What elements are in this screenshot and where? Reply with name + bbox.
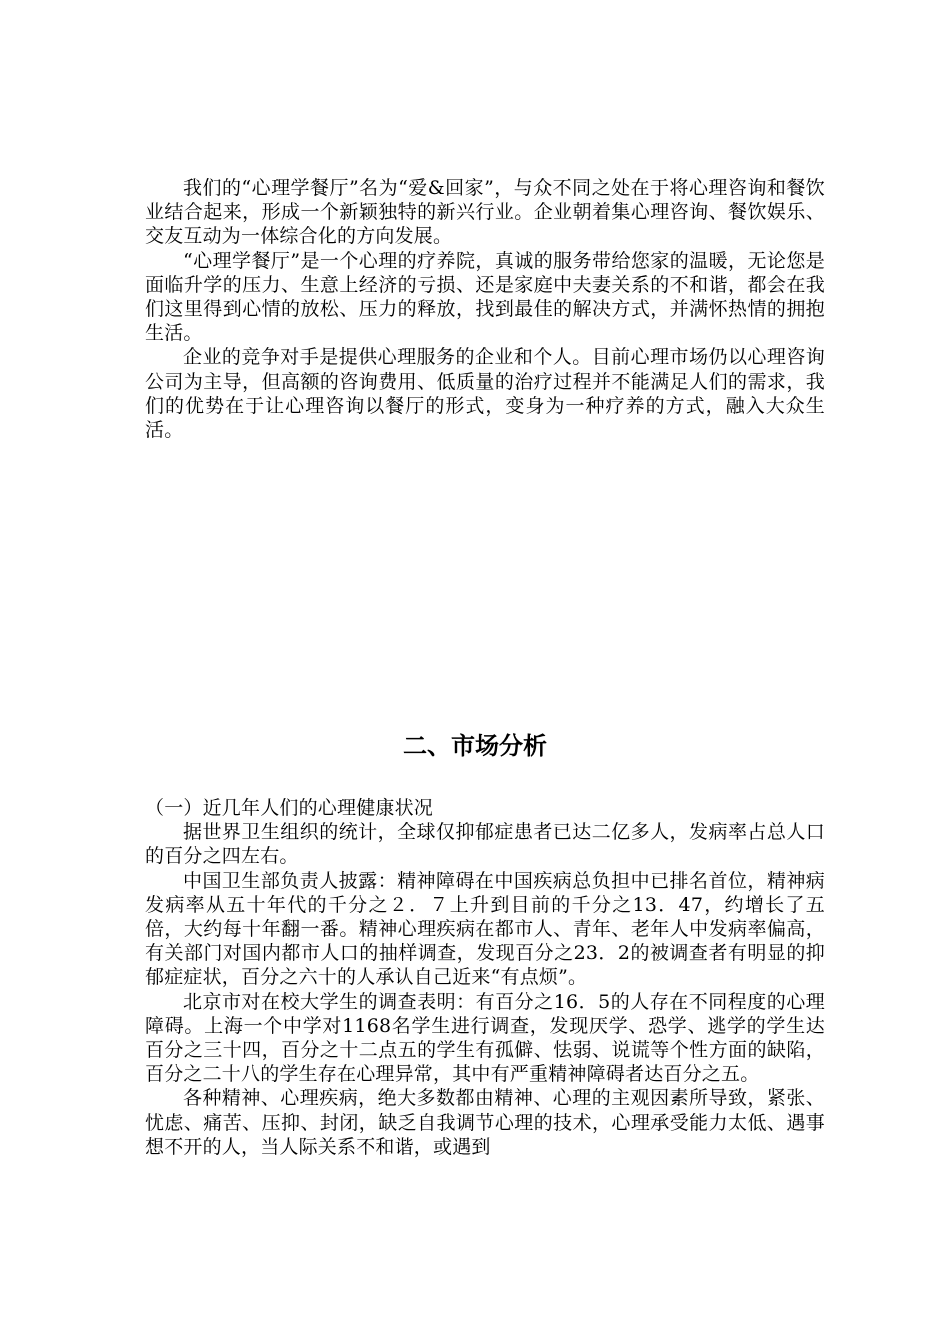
intro-paragraph: 企业的竞争对手是提供心理服务的企业和个人。目前心理市场仍以心理咨询公司为主导，但高额的咨询费用、低质量的治疗过程并不能满足人们的需求，我们的优势在于让心理咨询以餐厅的形式，变身为一种疗养的方式，融入大众生活。 — [145, 346, 825, 442]
section-title: 二、市场分析 — [403, 732, 547, 760]
body-paragraph: 各种精神、心理疾病，绝大多数都由精神、心理的主观因素所导致，紧张、忧虑、痛苦、压抑、封闭，缺乏自我调节心理的技术，心理承受能力太低、遇事想不开的人，当人际关系不和谐，或遇到 — [145, 1087, 825, 1158]
intro-paragraph: 我们的“心理学餐厅”名为“爱&回家”，与众不同之处在于将心理咨询和餐饮业结合起来，形成一个新颖独特的新兴行业。企业朝着集心理咨询、餐饮娱乐、交友互动为一体综合化的方向发展。 — [145, 177, 825, 248]
intro-paragraph: “心理学餐厅”是一个心理的疗养院，真诚的服务带给您家的温暖，无论您是面临升学的压力、生意上经济的亏损、还是家庭中夫妻关系的不和谐，都会在我们这里得到心情的放松、压力的释放，找到最佳的解决方式，并满怀热情的拥抱生活。 — [145, 249, 825, 345]
body-paragraph: 北京市对在校大学生的调查表明：有百分之16．5的人存在不同程度的心理障碍。上海一个中学对1168名学生进行调查，发现厌学、恐学、逃学的学生达百分之三十四，百分之十二点五的学生有孤僻、怯弱、说谎等个性方面的缺陷，百分之二十八的学生存在心理异常，其中有严重精神障碍者达百分之五。 — [145, 990, 825, 1086]
intro-section — [145, 176, 825, 442]
market-analysis-section — [145, 796, 825, 1159]
body-paragraph: 中国卫生部负责人披露：精神障碍在中国疾病总负担中已排名首位，精神病发病率从五十年代的千分之２．７上升到目前的千分之13．47，约增长了五倍，大约每十年翻一番。精神心理疾病在都市人、青年、老年人中发病率偏高，有关部门对国内都市人口的抽样调查，发现百分之23．2的被调查者有明显的抑郁症症状，百分之六十的人承认自己近来“有点烦”。 — [145, 869, 825, 989]
body-paragraph: 据世界卫生组织的统计，全球仅抑郁症患者已达二亿多人，发病率占总人口的百分之四左右。 — [145, 821, 825, 868]
subsection-title: （一）近几年人们的心理健康状况 — [145, 797, 434, 819]
